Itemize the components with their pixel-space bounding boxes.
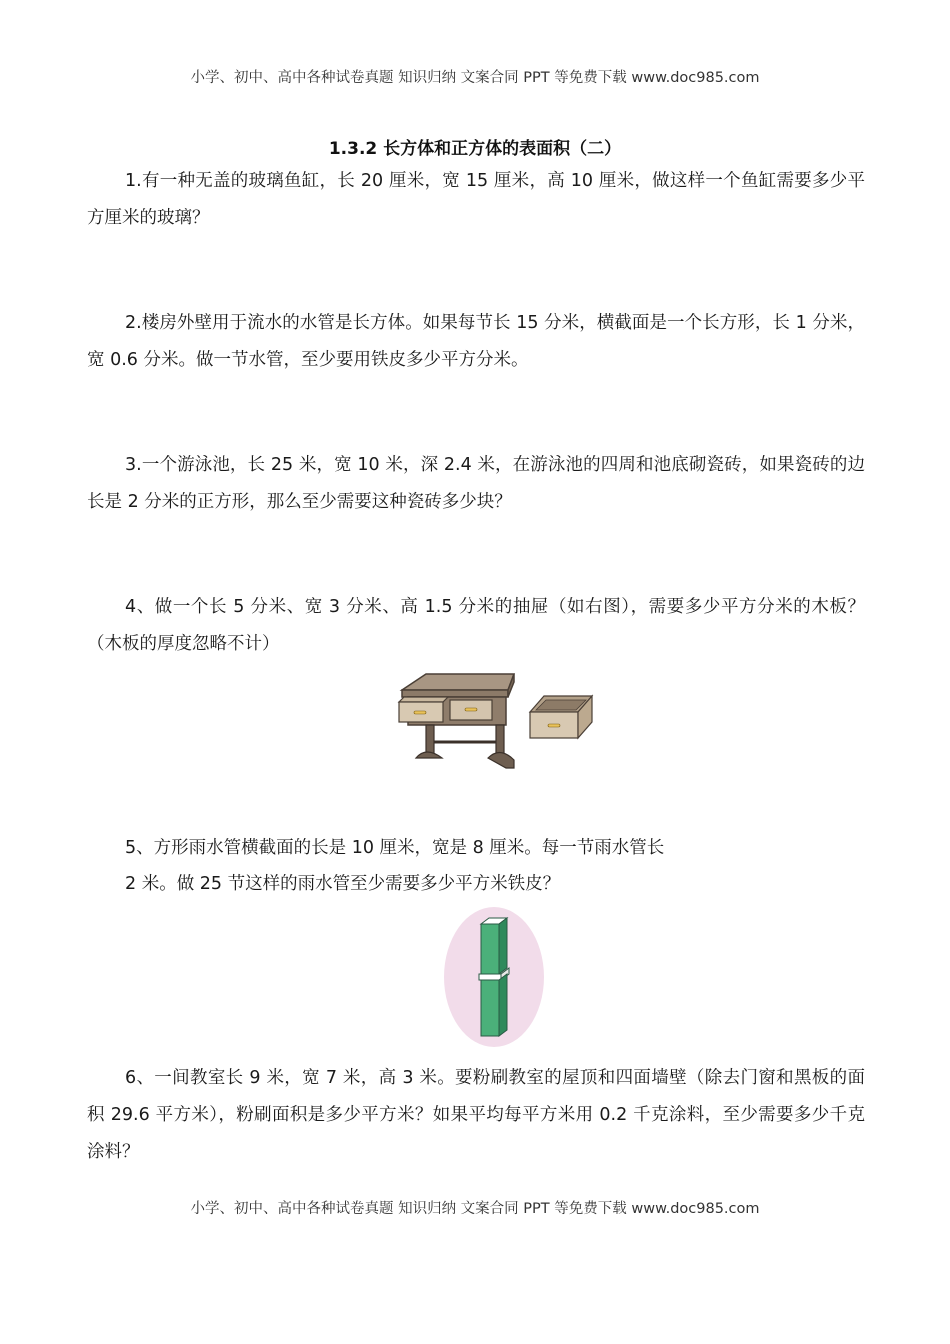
question-3: 3.一个游泳池，长 25 米，宽 10 米，深 2.4 米，在游泳池的四周和池底砌瓷砖，如果瓷砖的边长是 2 分米的正方形，那么至少需要这种瓷砖多少块？ [87, 455, 865, 512]
question-5-line-1: 5、方形雨水管横截面的长是 10 厘米，宽是 8 厘米。每一节雨水管长 [125, 838, 665, 858]
rain-pipe-illustration [443, 906, 545, 1048]
desk-drawer-illustration [396, 670, 596, 770]
page-title: 1.3.2 长方体和正方体的表面积（二） [328, 139, 622, 159]
question-4: 4、做一个长 5 分米、宽 3 分米、高 1.5 分米的抽屉（如右图），需要多少平方分米的木板？（木板的厚度忽略不计） [87, 597, 865, 654]
page-footer-banner: 小学、初中、高中各种试卷真题 知识归纳 文案合同 PPT 等免费下载 www.doc985.com [190, 1201, 760, 1217]
question-5-line-2: 2 米。做 25 节这样的雨水管至少需要多少平方米铁皮？ [125, 874, 561, 894]
page-header-banner: 小学、初中、高中各种试卷真题 知识归纳 文案合同 PPT 等免费下载 www.doc985.com [190, 70, 760, 86]
question-1: 1.有一种无盖的玻璃鱼缸，长 20 厘米，宽 15 厘米，高 10 厘米，做这样一个鱼缸需要多少平方厘米的玻璃？ [87, 171, 865, 228]
question-6: 6、一间教室长 9 米，宽 7 米，高 3 米。要粉刷教室的屋顶和四面墙壁（除去门窗和黑板的面积 29.6 平方米），粉刷面积是多少平方米？如果平均每平方米用 0.2 千克涂料，至少需要多少千克涂料？ [87, 1068, 865, 1162]
question-2: 2.楼房外壁用于流水的水管是长方体。如果每节长 15 分米，横截面是一个长方形，长 1 分米，宽 0.6 分米。做一节水管，至少要用铁皮多少平方分米。 [87, 313, 865, 370]
